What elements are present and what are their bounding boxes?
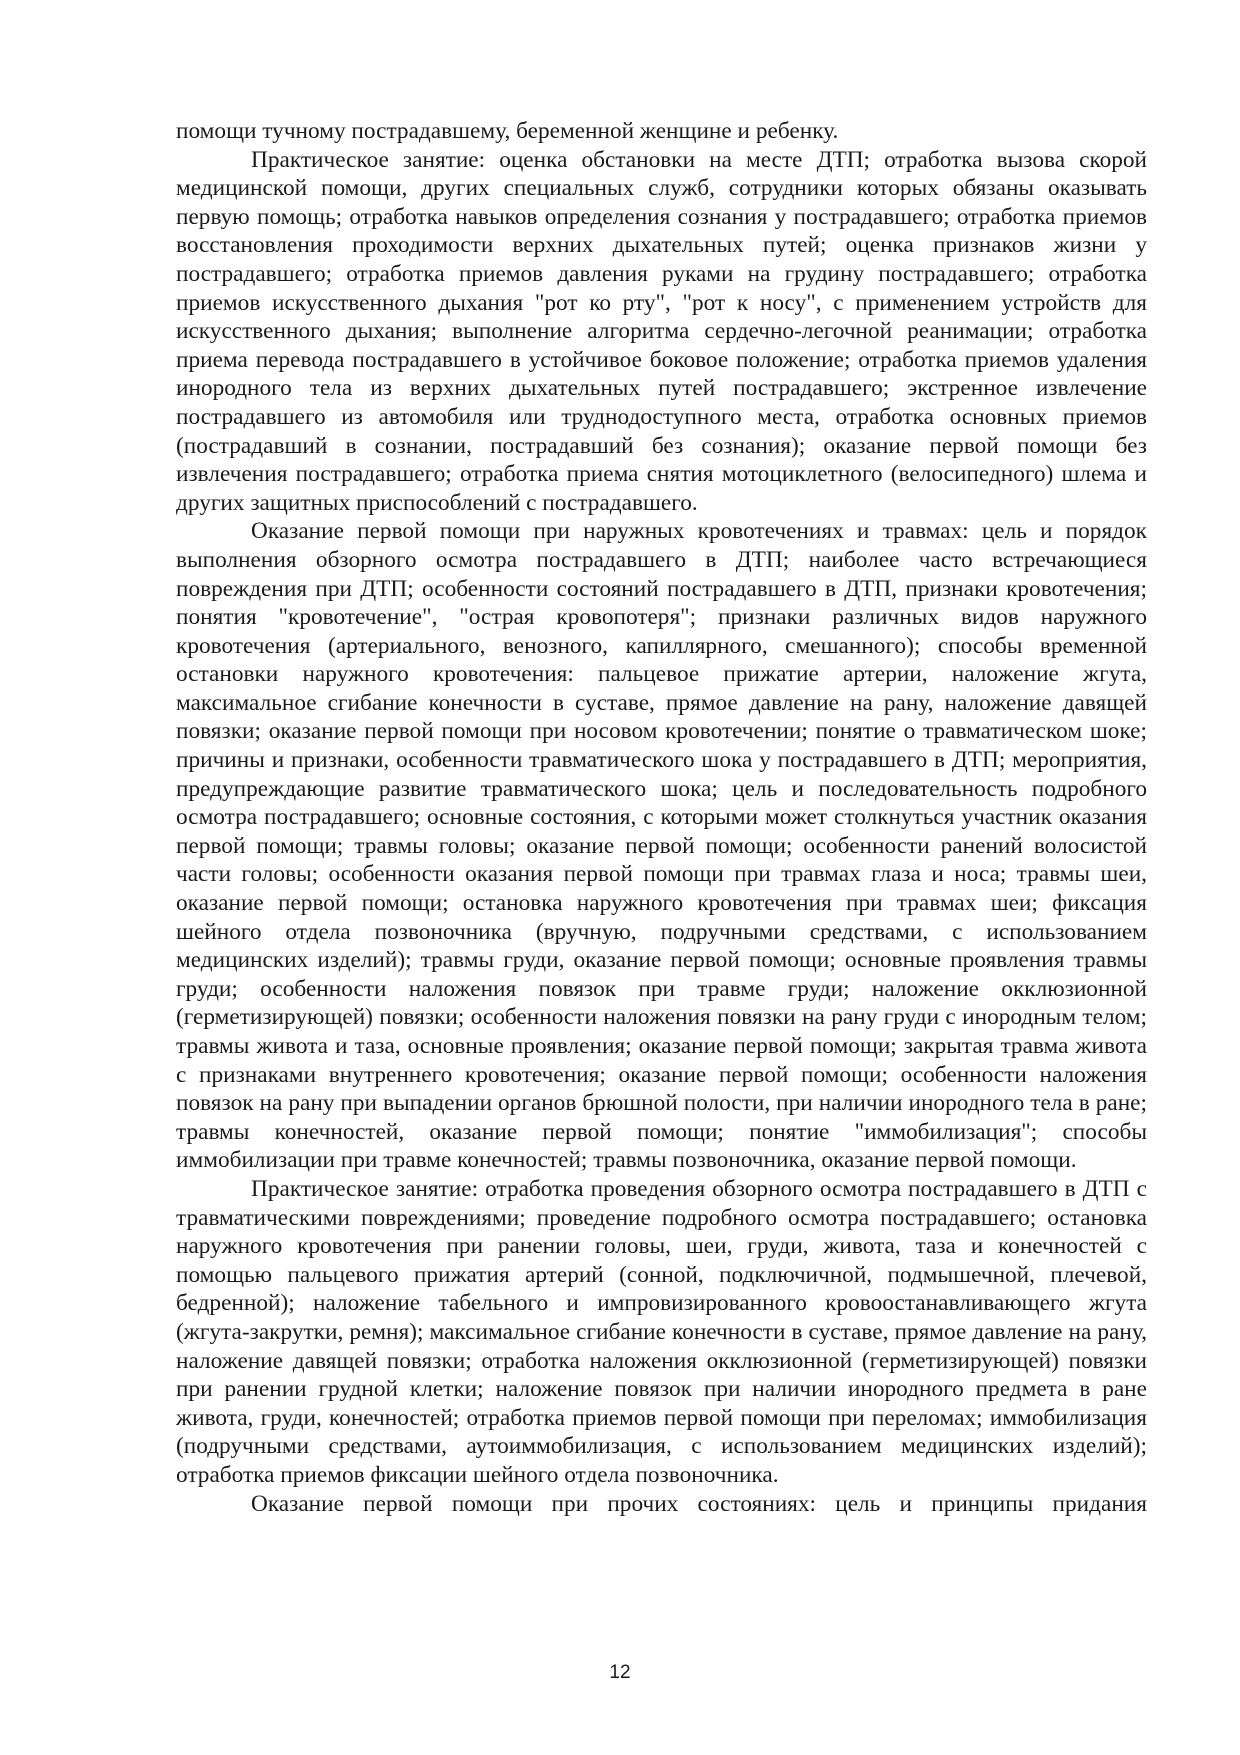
page-number: 12 xyxy=(609,1662,631,1683)
paragraph-bleeding-and-injuries: Оказание первой помощи при наружных кровотечениях и травмах: цель и порядок выполнения обзорного осмотра пострадавшего в ДТП; наиболее часто встречающиеся повреждения при ДТП; особенности состояний пострадавшего в ДТП, признаки кровотечения; понятия "кровотечение", "острая кровопотеря"; признаки различных видов наружного кровотечения (артериального, венозного, капиллярного, смешанного); способы временной остановки наружного кровотечения: пальцевое прижатие артерии, наложение жгута, максимальное сгибание конечности в суставе, прямое давление на рану, наложение давящей повязки; оказание первой помощи при носовом кровотечении; понятие о травматическом шоке; причины и признаки, особенности травматического шока у пострадавшего в ДТП; мероприятия, предупреждающие развитие травматического шока; цель и последовательность подробного осмотра пострадавшего; основные состояния, с которыми может столкнуться участник оказания первой помощи; травмы головы; оказание первой помощи; особенности ранений волосистой части головы; особенности оказания первой помощи при травмах глаза и носа; травмы шеи, оказание первой помощи; остановка наружного кровотечения при травмах шеи; фиксация шейного отдела позвоночника (вручную, подручными средствами, с использованием медицинских изделий); травмы груди, оказание первой помощи; основные проявления травмы груди; особенности наложения повязок при травме груди; наложение окклюзионной (герметизирующей) повязки; особенности наложения повязки на рану груди с инородным телом; травмы живота и таза, основные проявления; оказание первой помощи; закрытая травма живота с признаками внутреннего кровотечения; оказание первой помощи; особенности наложения повязок на рану при выпадении органов брюшной полости, при наличии инородного тела в ране; травмы конечностей, оказание первой помощи; понятие "иммобилизация"; способы иммобилизации при травме конечностей; травмы позвоночника, оказание первой помощи. xyxy=(176,518,1147,1174)
paragraph-other-conditions: Оказание первой помощи при прочих состояниях: цель и принципы придания xyxy=(251,1490,1147,1517)
paragraph-practical-lesson-2: Практическое занятие: отработка проведения обзорного осмотра пострадавшего в ДТП с травматическими повреждениями; проведение подробного осмотра пострадавшего; остановка наружного кровотечения при ранении головы, шеи, груди, живота, таза и конечностей с помощью пальцевого прижатия артерий (сонной, подключичной, подмышечной, плечевой, бедренной); наложение табельного и импровизированного кровоостанавливающего жгута (жгута-закрутки, ремня); максимальное сгибание конечности в суставе, прямое давление на рану, наложение давящей повязки; отработка наложения окклюзионной (герметизирующей) повязки при ранении грудной клетки; наложение повязок при наличии инородного предмета в ране живота, груди, конечностей; отработка приемов первой помощи при переломах; иммобилизация (подручными средствами, аутоиммобилизация, с использованием медицинских изделий); отработка приемов фиксации шейного отдела позвоночника. xyxy=(176,1175,1147,1488)
body-text xyxy=(176,117,1147,1518)
paragraph-practical-lesson-1: Практическое занятие: оценка обстановки на месте ДТП; отработка вызова скорой медицинской помощи, других специальных служб, сотрудники которых обязаны оказывать первую помощь; отработка навыков определения сознания у пострадавшего; отработка приемов восстановления проходимости верхних дыхательных путей; оценка признаков жизни у пострадавшего; отработка приемов давления руками на грудину пострадавшего; отработка приемов искусственного дыхания "рот ко рту", "рот к носу", с применением устройств для искусственного дыхания; выполнение алгоритма сердечно-легочной реанимации; отработка приема перевода пострадавшего в устойчивое боковое положение; отработка приемов удаления инородного тела из верхних дыхательных путей пострадавшего; экстренное извлечение пострадавшего из автомобиля или труднодоступного места, отработка основных приемов (пострадавший в сознании, пострадавший без сознания); оказание первой помощи без извлечения пострадавшего; отработка приема снятия мотоциклетного (велосипедного) шлема и других защитных приспособлений с пострадавшего. xyxy=(176,146,1147,516)
paragraph-continuation: помощи тучному пострадавшему, беременной женщине и ребенку. xyxy=(176,118,839,144)
